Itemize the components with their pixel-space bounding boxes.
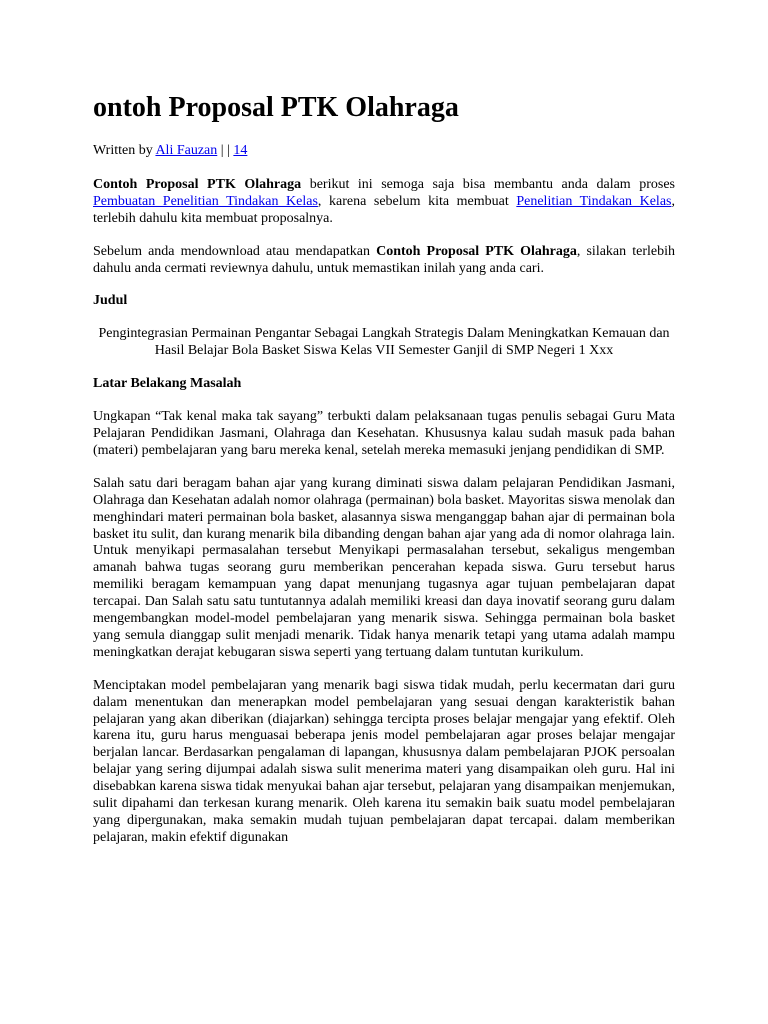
intro2-text-2: , silakan terlebih dahulu anda cermati reviewnya dahulu, untuk memastikan inilah yang anda cari. [93,243,675,276]
body-paragraph: Menciptakan model pembelajaran yang menarik bagi siswa tidak mudah, perlu kecermatan dari guru dalam menentukan dan menerapkan model pembelajaran yang sesuai dengan karakteristik bahan pelajaran yang akan diberikan (diajarkan) sehingga tercipta proses belajar mengajar yang efektif. Oleh karena itu, guru harus menguasai beberapa jenis model pembelajaran agar proses belajar mengajar berjalan lancar. Berdasarkan pengalaman di lapangan, khususnya dalam pembelajaran PJOK persoalan belajar yang sering dijumpai adalah siswa sulit menerima materi yang disampaikan oleh guru. Hal ini disebabkan karena siswa tidak menyukai bahan ajar tersebut, pelajaran yang disampaikan menjemukan, sulit dipahami dan terkesan kurang menarik. Oleh karena itu semakin baik suatu model pembelajaran yang dipergunakan, maka semakin mudah tujuan pembelajaran dapat tercapai. dalam memberikan pelajaran, makin efektif digunakan [93,677,675,845]
intro-text-3: , terlebih dahulu kita membuat proposalnya. [93,193,675,226]
intro-bold: Contoh Proposal PTK Olahraga [93,176,302,192]
byline [93,143,675,160]
ptk-link[interactable]: Penelitian Tindakan Kelas [516,193,672,209]
intro2-text-1: Sebelum anda mendownload atau mendapatkan [93,243,377,259]
intro-paragraph-2 [93,244,675,278]
body-paragraph: Salah satu dari beragam bahan ajar yang kurang diminati siswa dalam pelajaran Pendidikan Jasmani, Olahraga dan Kesehatan adalah nomor olahraga (permainan) bola basket. Mayoritas siswa menolak dan menghindari materi permainan bola basket, alasannya siswa menganggap bahan ajar di permainan bola basket itu sulit, dan kurang menarik bila dibanding dengan bahan ajar yang ada di nomor olahraga lain. Untuk menyikapi permasalahan tersebut Menyikapi permasalahan tersebut, sekaligus mengemban amanah bahwa tugas seorang guru memberikan pencerahan kepada siswa. Guru tersebut harus memiliki beragam kemampuan yang dapat menunjang tugasnya agar tujuan pembelajaran dapat tercapai. Dan Salah satu satu tuntutannya adalah memiliki kreasi dan daya inovatif seorang guru dalam mengembangkan model-model pembelajaran yang menarik siswa. Sehingga permainan bola basket yang semula dianggap sulit menjadi menarik. Tidak hanya menarik tetapi yang utama adalah mampu meningkatkan derajat kebugaran siswa seperti yang tertuang dalam tuntutan kurikulum. [93,475,675,660]
intro-paragraph [93,177,675,228]
page-title: ontoh Proposal PTK Olahraga [93,92,459,123]
judul-text: Pengintegrasian Permainan Pengantar Sebagai Langkah Strategis Dalam Meningkatkan Kemauan dan Hasil Belajar Bola Basket Siswa Kelas VII Semester Ganjil di SMP Negeri 1 Xxx [98,326,670,359]
judul-heading: Judul [93,293,128,309]
byline-separator: | | [217,143,234,158]
author-link[interactable]: Ali Fauzan [155,143,218,158]
intro-text-2: , karena sebelum kita membuat [317,193,517,209]
byline-prefix: Written by [93,143,156,158]
body-paragraph: Ungkapan “Tak kenal maka tak sayang” terbukti dalam pelaksanaan tugas penulis sebagai Guru Mata Pelajaran Pendidikan Jasmani, Olahraga dan Kesehatan. Khususnya kalau sudah masuk pada bahan (materi) pembelajaran yang baru mereka kenal, setelah mereka memasuki jenjang pendidikan di SMP. [93,409,675,458]
intro-text-1: berikut ini semoga saja bisa membantu anda dalam proses [301,176,675,192]
ptk-creation-link[interactable]: Pembuatan Penelitian Tindakan Kelas [93,193,318,209]
intro2-bold: Contoh Proposal PTK Olahraga [376,243,577,259]
latar-belakang-heading: Latar Belakang Masalah [93,376,242,392]
comments-link[interactable]: 14 [233,143,248,158]
